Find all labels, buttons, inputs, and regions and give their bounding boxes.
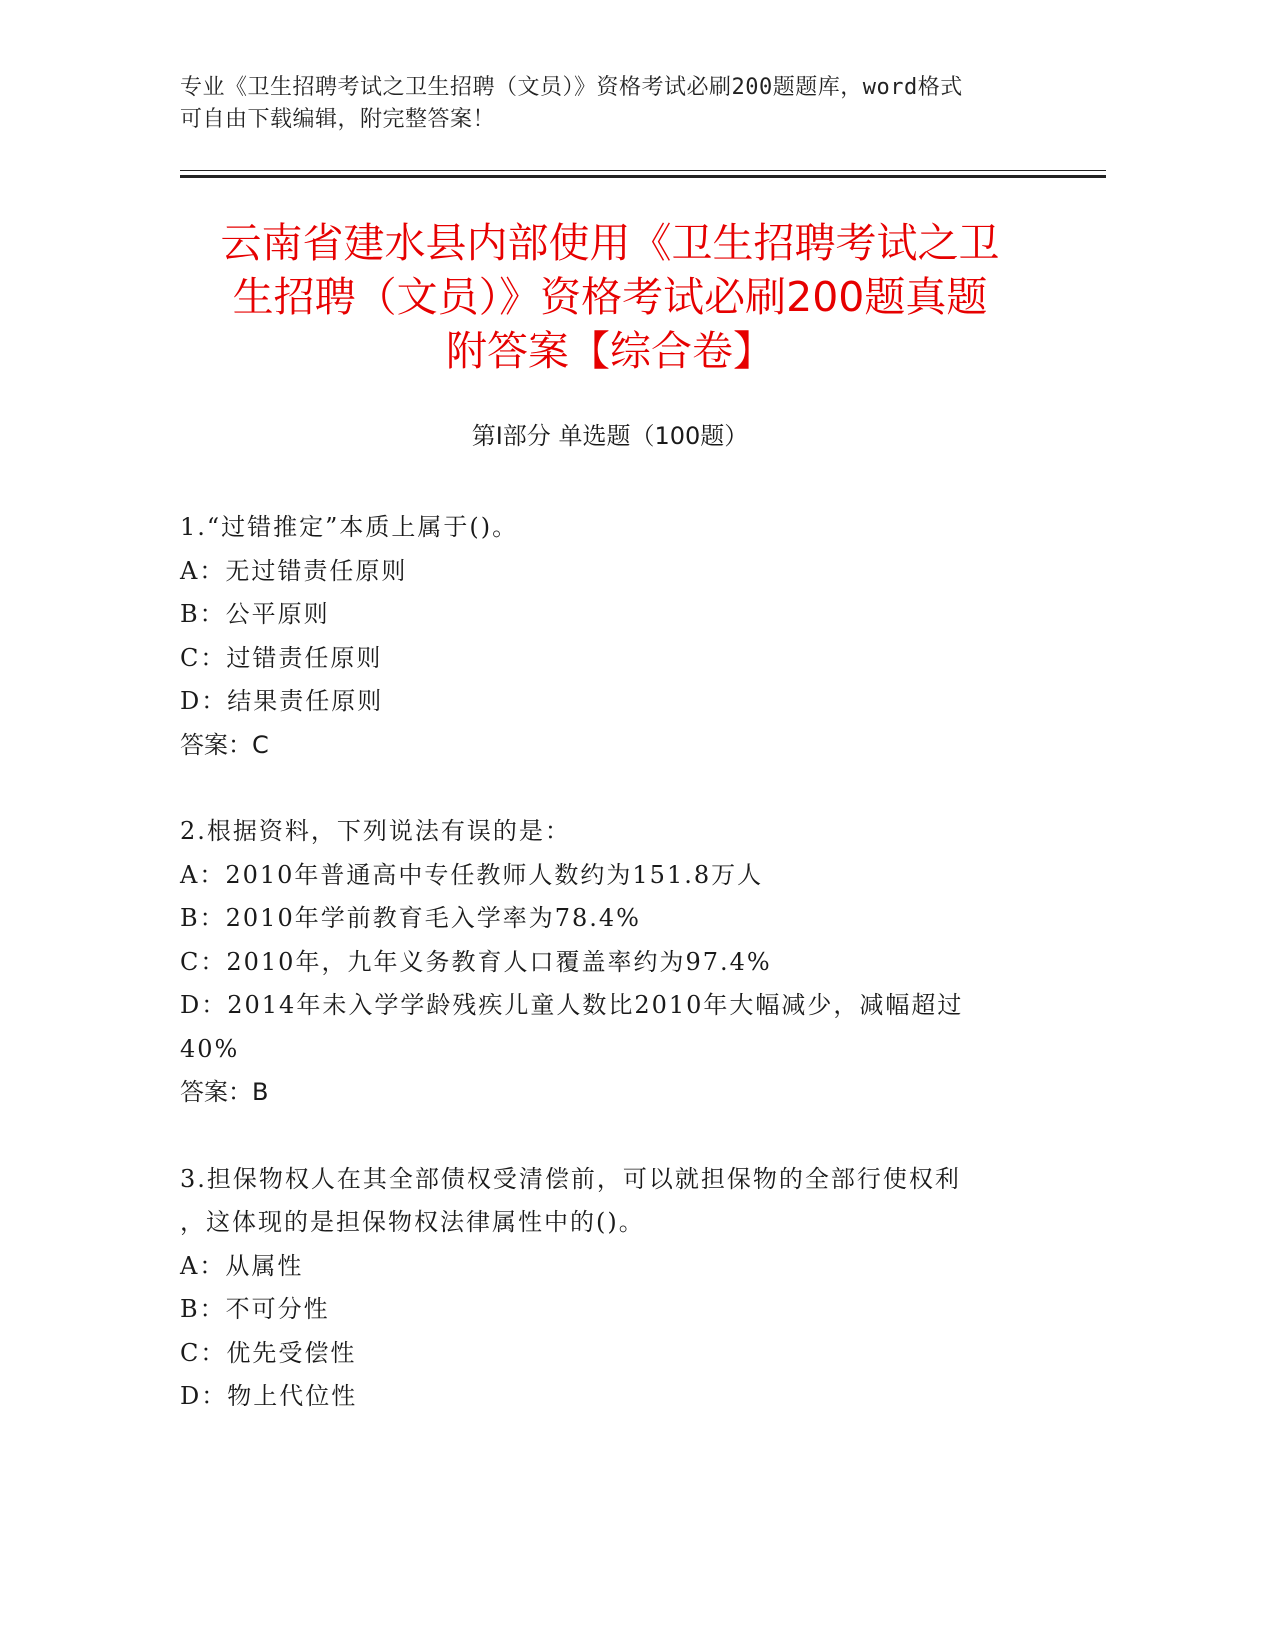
document-title-line-3: 附答案【综合卷】: [446, 327, 774, 375]
document-title-line-1: 云南省建水县内部使用《卫生招聘考试之卫: [220, 219, 1000, 267]
question-2: [180, 810, 1020, 1115]
option-d-continued: 40%: [180, 1034, 240, 1063]
question-stem: 1.“过错推定”本质上属于()。: [180, 513, 519, 541]
option-d: D：结果责任原则: [180, 687, 384, 715]
section-title: 第Ⅰ部分 单选题（100题）: [471, 422, 749, 450]
header-note: [180, 72, 1040, 136]
option-a: A：2010年普通高中专任教师人数约为151.8万人: [180, 860, 764, 889]
option-d: D：物上代位性: [180, 1382, 358, 1410]
header-note-line-1: 专业《卫生招聘考试之卫生招聘（文员）》资格考试必刷200题题库，word格式: [180, 75, 963, 100]
option-c: C：2010年，九年义务教育人口覆盖率约为97.4%: [180, 947, 772, 976]
header-divider-thin: [180, 170, 1106, 171]
option-c: C：优先受偿性: [180, 1338, 357, 1367]
header-divider-thick: [180, 175, 1106, 178]
document-title: [180, 216, 1040, 378]
option-d: D：2014年未入学学龄残疾儿童人数比2010年大幅减少，减幅超过: [180, 991, 964, 1019]
document-title-line-2: 生招聘（文员）》资格考试必刷200题真题: [232, 273, 988, 321]
question-3: [180, 1158, 1020, 1419]
answer-line: 答案：C: [180, 730, 269, 759]
option-b: B：公平原则: [180, 600, 330, 628]
question-1: [180, 506, 1020, 767]
option-a: A：从属性: [180, 1251, 304, 1280]
question-list: [180, 506, 1020, 1462]
question-stem-continued: ，这体现的是担保物权法律属性中的()。: [180, 1208, 645, 1236]
header-note-line-2: 可自由下载编辑，附完整答案！: [180, 107, 496, 132]
question-stem: 3.担保物权人在其全部债权受清偿前，可以就担保物的全部行使权利: [180, 1164, 961, 1193]
option-c: C：过错责任原则: [180, 643, 383, 672]
option-b: B：2010年学前教育毛入学率为78.4%: [180, 904, 641, 932]
option-b: B：不可分性: [180, 1295, 330, 1323]
question-stem: 2.根据资料，下列说法有误的是：: [180, 817, 571, 845]
answer-line: 答案：B: [180, 1078, 269, 1106]
option-a: A：无过错责任原则: [180, 556, 408, 585]
